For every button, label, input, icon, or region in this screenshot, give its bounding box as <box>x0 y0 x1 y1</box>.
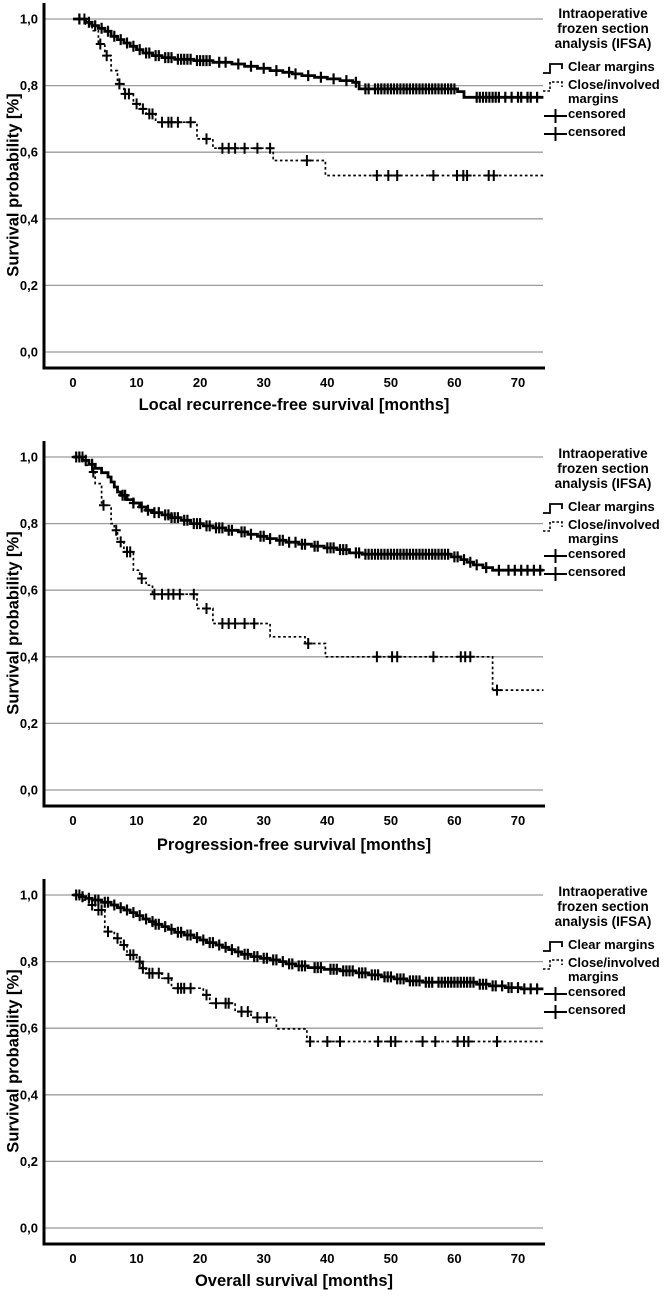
legend-entry-label: censored <box>568 564 626 580</box>
svg-text:1,0: 1,0 <box>19 449 38 465</box>
svg-text:0: 0 <box>69 813 77 828</box>
svg-text:0: 0 <box>69 375 77 390</box>
svg-text:0,6: 0,6 <box>19 144 38 160</box>
x-axis-title: Local recurrence-free survival [months] <box>138 396 450 414</box>
legend-entry-label: Close/involved margins <box>568 955 660 985</box>
legend-entry-label: censored <box>568 546 626 562</box>
legend-entry-label: Clear margins <box>568 59 655 75</box>
clear-margins-line-icon <box>543 61 568 77</box>
svg-text:70: 70 <box>510 1251 526 1266</box>
chart-local-recurrence-free-survival <box>0 0 664 430</box>
legend-entry-close-involved-margins <box>543 956 663 984</box>
svg-text:40: 40 <box>320 813 335 828</box>
svg-text:0,4: 0,4 <box>19 649 38 665</box>
svg-text:50: 50 <box>383 1251 399 1266</box>
legend <box>543 446 663 583</box>
svg-text:30: 30 <box>256 375 271 390</box>
clear-margins-line-icon <box>543 501 568 517</box>
legend-title: Intraoperative frozen section analysis (IFSA) <box>554 6 652 52</box>
legend-entry-label: censored <box>568 124 626 140</box>
legend <box>543 6 663 143</box>
svg-text:1,0: 1,0 <box>19 11 38 27</box>
censored-plus-icon <box>543 548 568 564</box>
svg-text:0,0: 0,0 <box>19 344 38 360</box>
legend-entry-censored-close-involved <box>543 125 663 142</box>
close-involved-margins-line-icon <box>543 79 568 95</box>
svg-text:0,6: 0,6 <box>19 582 38 598</box>
svg-text:0,0: 0,0 <box>19 1220 38 1236</box>
svg-text:1,0: 1,0 <box>19 887 38 903</box>
svg-text:30: 30 <box>256 813 271 828</box>
legend-entry-label: censored <box>568 106 626 122</box>
legend-entry-censored-close-involved <box>543 565 663 582</box>
svg-text:0,0: 0,0 <box>19 782 38 798</box>
close-involved-margins-line-icon <box>543 519 568 535</box>
svg-text:50: 50 <box>383 375 399 390</box>
censored-plus-icon <box>543 108 568 124</box>
legend-entry-label: censored <box>568 1002 626 1018</box>
svg-text:0,2: 0,2 <box>19 277 38 293</box>
close-involved-margins-line-icon <box>543 957 568 973</box>
svg-text:0,8: 0,8 <box>19 78 38 94</box>
y-axis-title: Survival probability [%] <box>4 531 23 715</box>
legend-entry-close-involved-margins <box>543 518 663 546</box>
svg-text:20: 20 <box>192 813 208 828</box>
legend <box>543 884 663 1021</box>
svg-text:40: 40 <box>320 1251 335 1266</box>
svg-text:10: 10 <box>129 375 144 390</box>
svg-text:70: 70 <box>510 375 526 390</box>
svg-text:40: 40 <box>320 375 335 390</box>
legend-entry-censored-close-involved <box>543 1003 663 1020</box>
svg-text:20: 20 <box>192 1251 208 1266</box>
svg-text:60: 60 <box>447 375 462 390</box>
svg-text:0,2: 0,2 <box>19 1153 38 1169</box>
legend-entry-label: censored <box>568 984 626 1000</box>
chart-overall-survival <box>0 860 664 1298</box>
svg-text:70: 70 <box>510 813 526 828</box>
legend-entry-clear-margins <box>543 500 663 517</box>
chart-progression-free-survival <box>0 430 664 860</box>
svg-text:0,6: 0,6 <box>19 1020 38 1036</box>
legend-entry-censored-clear <box>543 107 663 124</box>
legend-title: Intraoperative frozen section analysis (IFSA) <box>554 446 652 492</box>
clear-margins-line-icon <box>543 939 568 955</box>
svg-text:50: 50 <box>383 813 399 828</box>
legend-entry-label: Close/involved margins <box>568 77 660 107</box>
legend-entry-label: Close/involved margins <box>568 517 660 547</box>
svg-text:0,8: 0,8 <box>19 954 38 970</box>
censored-plus-icon <box>543 986 568 1002</box>
censored-plus-icon <box>543 126 568 142</box>
svg-text:10: 10 <box>129 1251 144 1266</box>
svg-text:60: 60 <box>447 1251 462 1266</box>
svg-text:10: 10 <box>129 813 144 828</box>
svg-text:60: 60 <box>447 813 462 828</box>
x-axis-title: Progression-free survival [months] <box>156 836 432 854</box>
svg-text:30: 30 <box>256 1251 271 1266</box>
legend-entry-censored-clear <box>543 985 663 1002</box>
legend-entry-clear-margins <box>543 938 663 955</box>
censored-plus-icon <box>543 1004 568 1020</box>
svg-text:0: 0 <box>69 1251 77 1266</box>
svg-text:20: 20 <box>192 375 208 390</box>
svg-text:0,8: 0,8 <box>19 516 38 532</box>
svg-text:0,2: 0,2 <box>19 715 38 731</box>
legend-title: Intraoperative frozen section analysis (IFSA) <box>554 884 652 930</box>
censored-plus-icon <box>543 566 568 582</box>
y-axis-title: Survival probability [%] <box>4 969 23 1153</box>
svg-text:0,4: 0,4 <box>19 1087 38 1103</box>
legend-entry-label: Clear margins <box>568 937 655 953</box>
y-axis-title: Survival probability [%] <box>4 93 23 277</box>
legend-entry-label: Clear margins <box>568 499 655 515</box>
svg-text:0,4: 0,4 <box>19 211 38 227</box>
x-axis-title: Overall survival [months] <box>194 1272 394 1290</box>
legend-entry-close-involved-margins <box>543 78 663 106</box>
legend-entry-censored-clear <box>543 547 663 564</box>
legend-entry-clear-margins <box>543 60 663 77</box>
